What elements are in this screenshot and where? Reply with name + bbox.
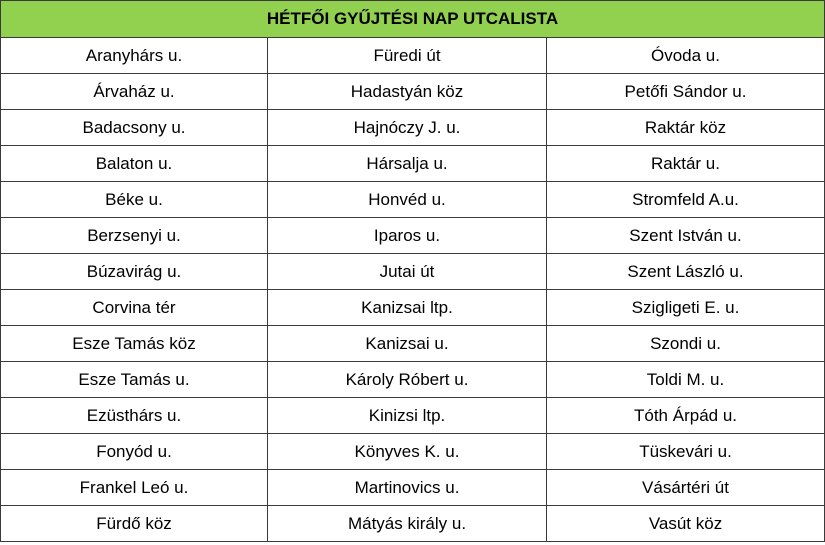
table-row	[1, 326, 825, 362]
street-name-cell: Raktár u.	[547, 146, 825, 182]
table-row	[1, 218, 825, 254]
table-row	[1, 290, 825, 326]
street-name-cell: Honvéd u.	[268, 182, 547, 218]
table-row	[1, 146, 825, 182]
street-name-cell: Frankel Leó u.	[1, 470, 268, 506]
table-row	[1, 398, 825, 434]
table-row	[1, 506, 825, 542]
street-name-cell: Szondi u.	[547, 326, 825, 362]
street-name-cell: Iparos u.	[268, 218, 547, 254]
street-name-cell: Raktár köz	[547, 110, 825, 146]
street-name-cell: Óvoda u.	[547, 38, 825, 74]
street-name-cell: Hadastyán köz	[268, 74, 547, 110]
street-name-cell: Szent László u.	[547, 254, 825, 290]
street-name-cell: Jutai út	[268, 254, 547, 290]
street-name-cell: Fonyód u.	[1, 434, 268, 470]
street-name-cell: Esze Tamás u.	[1, 362, 268, 398]
street-name-cell: Hársalja u.	[268, 146, 547, 182]
street-name-cell: Badacsony u.	[1, 110, 268, 146]
street-name-cell: Corvina tér	[1, 290, 268, 326]
table-title: HÉTFŐI GYŰJTÉSI NAP UTCALISTA	[1, 1, 825, 38]
street-name-cell: Vasút köz	[547, 506, 825, 542]
street-name-cell: Toldi M. u.	[547, 362, 825, 398]
street-name-cell: Füredi út	[268, 38, 547, 74]
street-name-cell: Aranyhárs u.	[1, 38, 268, 74]
table-row	[1, 182, 825, 218]
title-row	[1, 1, 825, 38]
street-name-cell: Balaton u.	[1, 146, 268, 182]
street-name-cell: Béke u.	[1, 182, 268, 218]
table-row	[1, 74, 825, 110]
street-name-cell: Kanizsai ltp.	[268, 290, 547, 326]
street-name-cell: Tóth Árpád u.	[547, 398, 825, 434]
street-name-cell: Hajnóczy J. u.	[268, 110, 547, 146]
street-name-cell: Ezüsthárs u.	[1, 398, 268, 434]
street-name-cell: Stromfeld A.u.	[547, 182, 825, 218]
table-row	[1, 470, 825, 506]
table-row	[1, 38, 825, 74]
street-name-cell: Kinizsi ltp.	[268, 398, 547, 434]
street-name-cell: Búzavirág u.	[1, 254, 268, 290]
street-name-cell: Mátyás király u.	[268, 506, 547, 542]
street-name-cell: Vásártéri út	[547, 470, 825, 506]
street-name-cell: Árvaház u.	[1, 74, 268, 110]
street-name-cell: Fürdő köz	[1, 506, 268, 542]
table-row	[1, 362, 825, 398]
street-name-cell: Károly Róbert u.	[268, 362, 547, 398]
street-name-cell: Martinovics u.	[268, 470, 547, 506]
street-name-cell: Berzsenyi u.	[1, 218, 268, 254]
street-name-cell: Esze Tamás köz	[1, 326, 268, 362]
street-table-body	[1, 38, 825, 542]
street-name-cell: Könyves K. u.	[268, 434, 547, 470]
street-name-cell: Szigligeti E. u.	[547, 290, 825, 326]
table-row	[1, 254, 825, 290]
table-row	[1, 434, 825, 470]
street-name-cell: Petőfi Sándor u.	[547, 74, 825, 110]
street-name-cell: Tüskevári u.	[547, 434, 825, 470]
street-name-cell: Kanizsai u.	[268, 326, 547, 362]
street-name-cell: Szent István u.	[547, 218, 825, 254]
table-row	[1, 110, 825, 146]
